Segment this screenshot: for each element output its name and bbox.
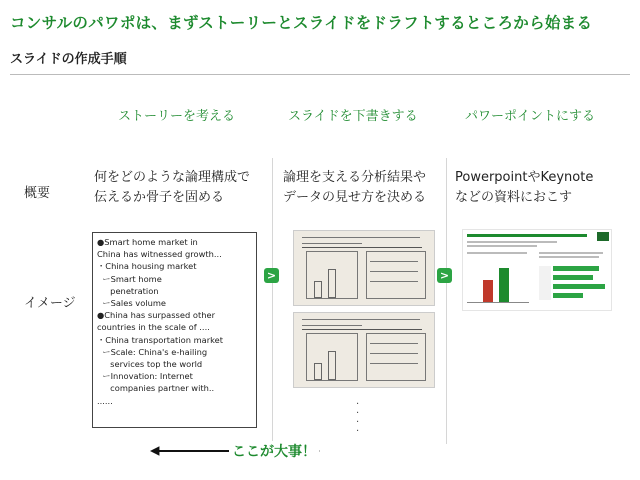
slide-corner-mark	[597, 232, 609, 241]
summary-powerpoint-line2: などの資料におこす	[455, 190, 573, 205]
chevron-right-icon: >	[437, 268, 452, 283]
memo-line: ーInnovation: Internet	[97, 371, 193, 382]
memo-line: ーSales volume	[97, 298, 167, 309]
memo-line: companies partner with..	[97, 383, 215, 394]
column-heading-draft: スライドを下書きする	[288, 109, 418, 124]
column-heading-story: ストーリーを考える	[118, 109, 236, 124]
column-divider-1	[272, 158, 273, 444]
memo-line: ●Smart home market in	[97, 237, 198, 247]
continuation-dots: · · · ·	[356, 399, 360, 437]
story-memo	[92, 232, 257, 428]
emphasis-label: ここが大事！	[229, 441, 319, 461]
memo-line: penetration	[97, 285, 159, 296]
summary-powerpoint-line1: PowerpointやKeynote	[455, 170, 594, 185]
memo-line: China has witnessed growth...	[97, 249, 222, 260]
chevron-right-icon: >	[264, 268, 279, 283]
page-title: コンサルのパワポは、まずストーリーとスライドをドラフトするところから始まる	[10, 14, 593, 32]
row-label-image: イメージ	[24, 296, 76, 311]
row-label-overview: 概要	[24, 186, 51, 201]
column-heading-powerpoint: パワーポイントにする	[465, 109, 596, 124]
powerpoint-slide-thumbnail	[462, 229, 612, 311]
summary-story-line2: 伝えるか骨子を固める	[94, 190, 225, 205]
header-divider	[10, 74, 630, 75]
column-divider-2	[446, 158, 447, 444]
summary-story	[94, 168, 250, 208]
summary-draft	[283, 168, 426, 208]
memo-line: ・China housing market	[97, 261, 197, 272]
slide-sketch-photo	[293, 312, 435, 388]
summary-powerpoint	[455, 168, 593, 208]
memo-line: ・China transportation market	[97, 334, 224, 345]
memo-line: services top the world	[97, 359, 203, 370]
memo-line: ーScale: China's e-hailing	[97, 346, 208, 357]
slide-title-bar	[467, 234, 587, 237]
memo-line: countries in the scale of ....	[97, 322, 210, 333]
slide-sketch-photo	[293, 230, 435, 306]
memo-line: ーSmart home	[97, 273, 162, 284]
page-subtitle: スライドの作成手順	[10, 52, 127, 67]
memo-line: ●China has surpassed other	[97, 310, 215, 321]
summary-story-line1: 何をどのような論理構成で	[94, 170, 251, 185]
summary-draft-line2: データの見せ方を決める	[283, 190, 427, 205]
memo-line: ......	[97, 395, 113, 406]
summary-draft-line1: 論理を支える分析結果や	[283, 170, 427, 185]
